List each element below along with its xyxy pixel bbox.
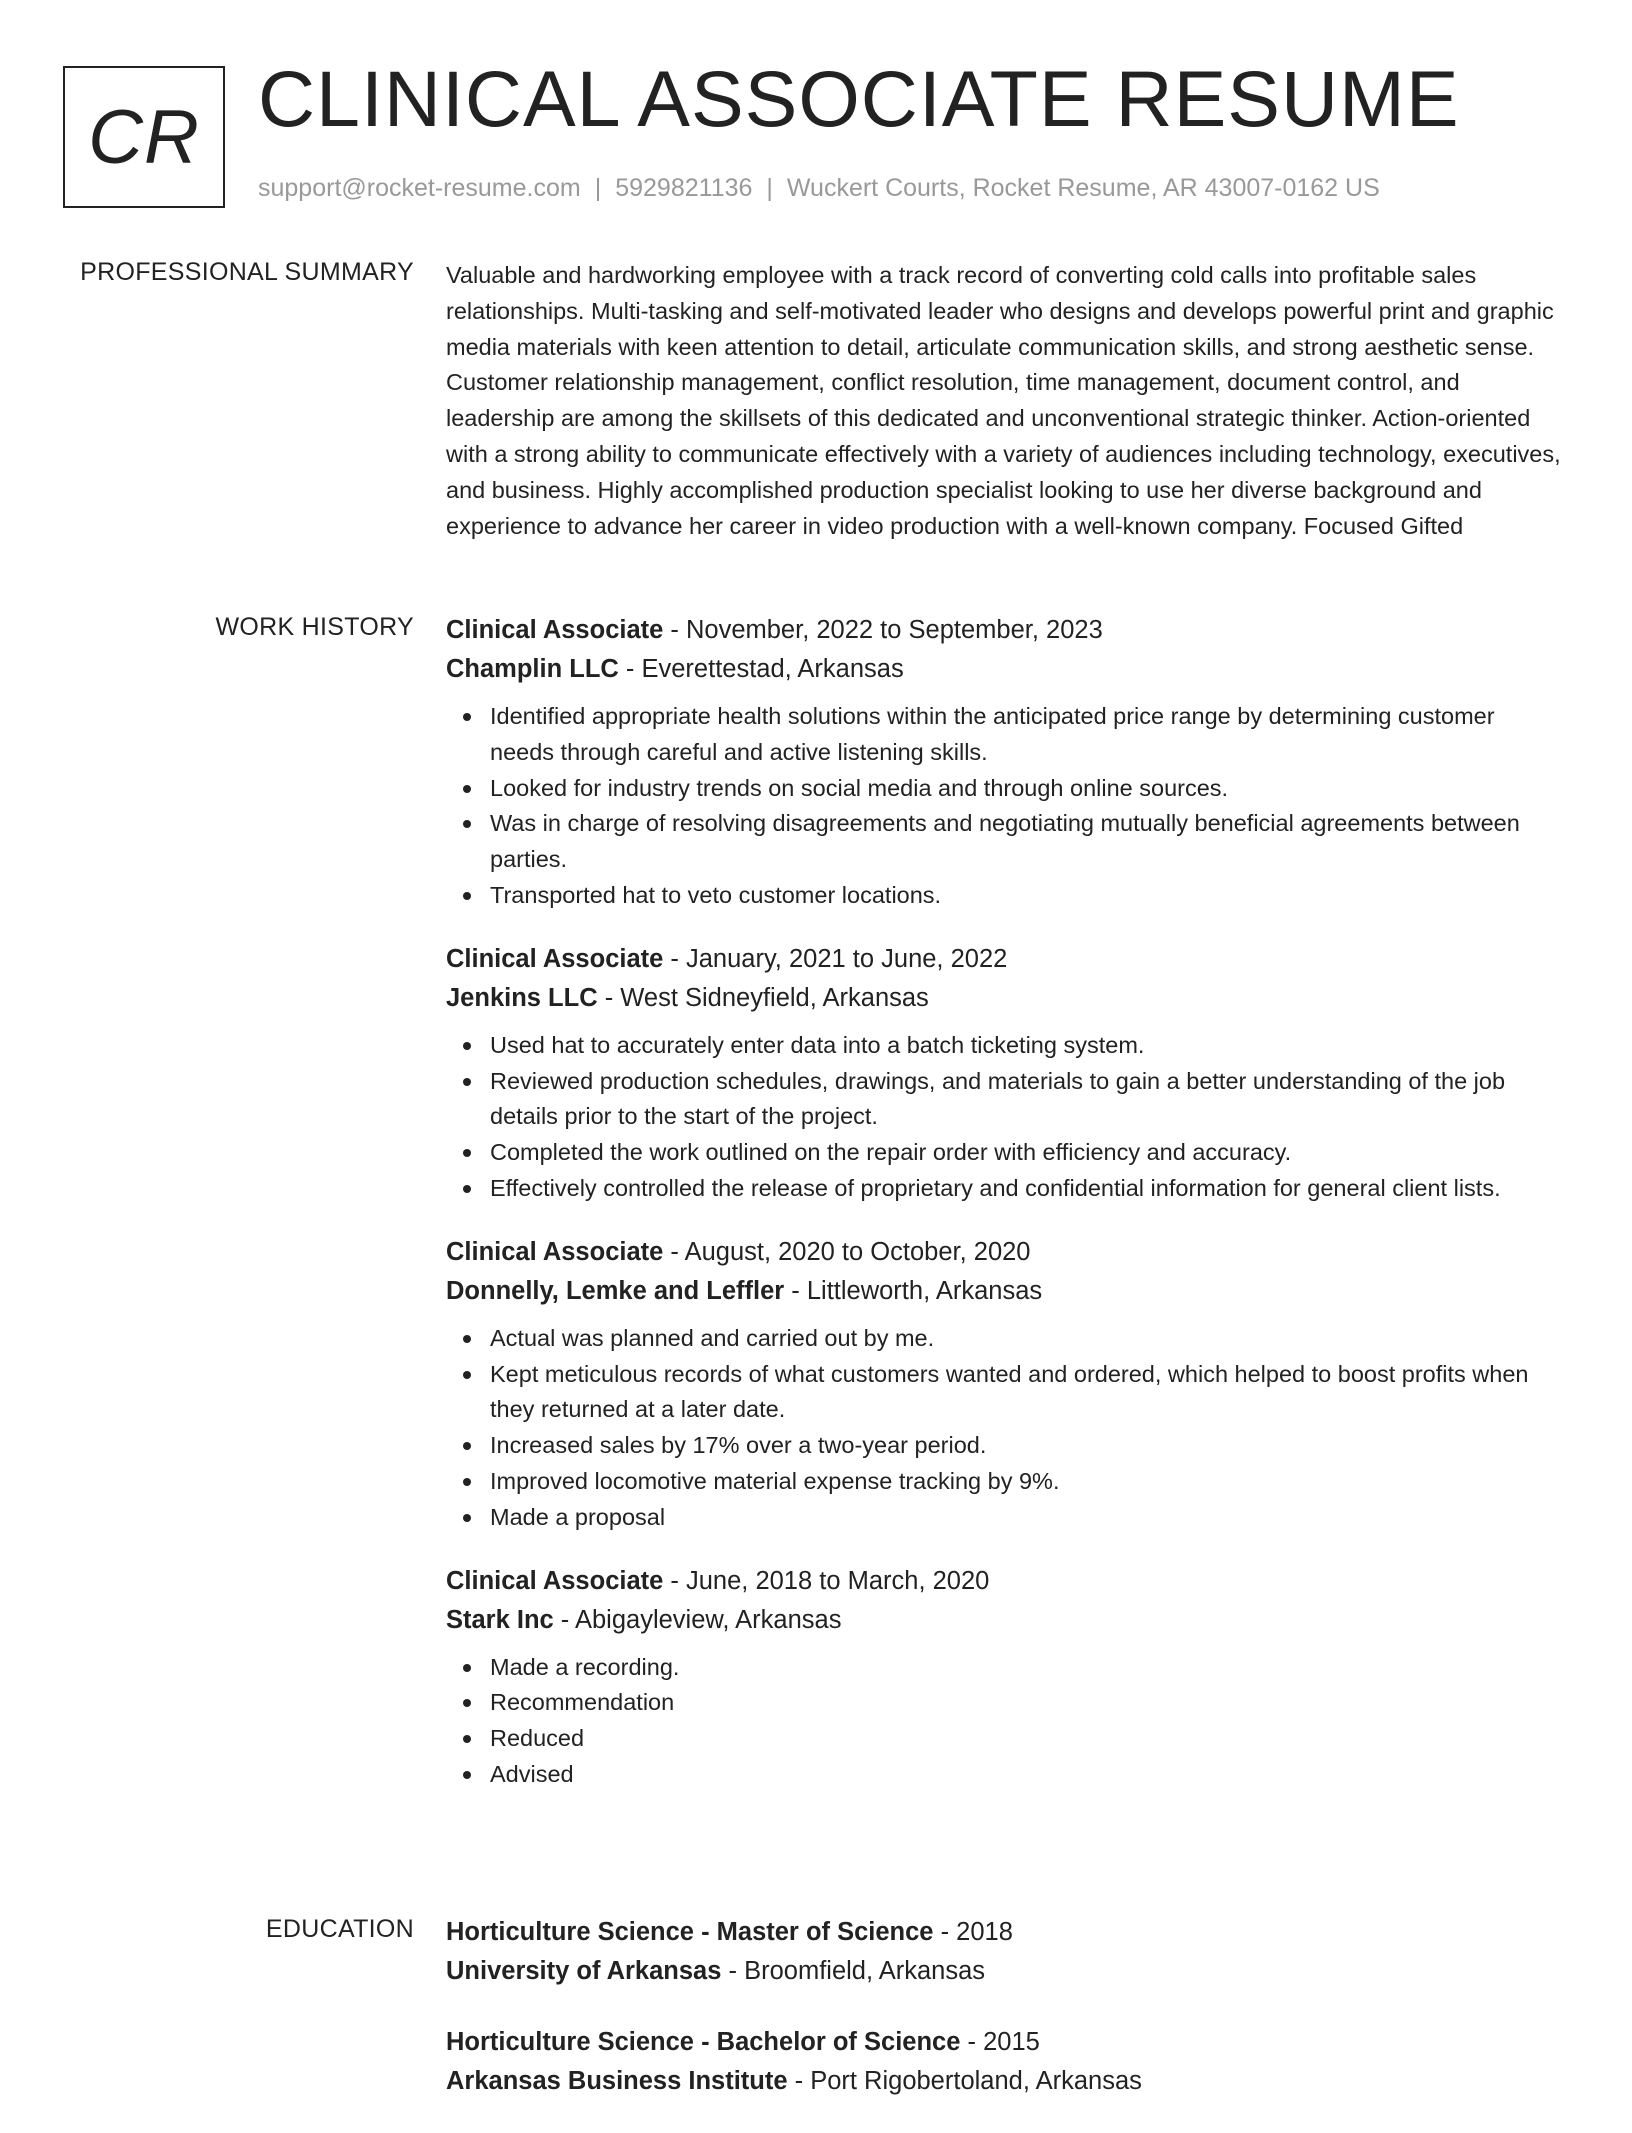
monogram-badge: CR: [63, 66, 225, 208]
job-bullets: [446, 1028, 1562, 1207]
job-company-line: [446, 1601, 1562, 1640]
section-title-work-history: WORK HISTORY: [215, 613, 414, 641]
job-bullet: Increased sales by 17% over a two-year period.: [490, 1428, 1562, 1464]
job-dates: - August, 2020 to October, 2020: [663, 1237, 1031, 1266]
job-company: Champlin LLC: [446, 655, 619, 683]
job-bullet: Effectively controlled the release of proprietary and confidential information for general client lists.: [490, 1171, 1562, 1207]
job-entry: [446, 940, 1562, 1207]
job-dates: - November, 2022 to September, 2023: [663, 616, 1103, 644]
education-degree-line: [446, 2023, 1562, 2062]
section-title-education: EDUCATION: [265, 1915, 414, 1943]
contact-separator: |: [766, 174, 773, 202]
job-role-line: [446, 1233, 1562, 1272]
education-entry: [446, 1913, 1562, 1991]
job-bullet: Was in charge of resolving disagreements and negotiating mutually beneficial agreements between parties.: [490, 806, 1562, 878]
job-bullet: Made a recording.: [490, 1650, 1562, 1686]
education-school-line: [446, 1952, 1562, 1991]
job-bullet: Advised: [490, 1757, 1562, 1793]
education-entry: [446, 2023, 1562, 2101]
contact-address: Wuckert Courts, Rocket Resume, AR 43007-0162 US: [786, 174, 1380, 202]
job-entry: [446, 611, 1562, 914]
job-location: - Littleworth, Arkansas: [784, 1276, 1043, 1305]
job-bullet: Reviewed production schedules, drawings, and materials to gain a better understanding of the job details prior to the start of the project.: [490, 1064, 1562, 1136]
education-school: Arkansas Business Institute: [446, 2067, 788, 2095]
job-dates: - January, 2021 to June, 2022: [663, 944, 1008, 973]
job-company: Stark Inc: [446, 1605, 554, 1634]
job-bullet: Actual was planned and carried out by me.: [490, 1321, 1562, 1357]
job-role-line: [446, 1562, 1562, 1601]
job-bullet: Identified appropriate health solutions within the anticipated price range by determining customer needs through careful and active listening skills.: [490, 699, 1562, 771]
education-degree: Horticulture Science - Master of Science: [446, 1918, 934, 1946]
education-school-line: [446, 2062, 1562, 2101]
contact-line: [258, 174, 1380, 203]
job-bullet: Looked for industry trends on social media and through online sources.: [490, 771, 1562, 807]
job-company: Donnelly, Lemke and Leffler: [446, 1276, 785, 1305]
contact-separator: |: [594, 174, 602, 202]
education-degree-line: [446, 1913, 1562, 1952]
education-degree: Horticulture Science - Bachelor of Science: [446, 2028, 961, 2056]
education-year: - 2015: [960, 2028, 1040, 2056]
job-bullet: Completed the work outlined on the repair order with efficiency and accuracy.: [490, 1135, 1562, 1171]
job-role-line: [446, 940, 1562, 979]
job-bullet: Improved locomotive material expense tracking by 9%.: [490, 1464, 1562, 1500]
education-location: - Broomfield, Arkansas: [721, 1957, 986, 1985]
work-history-list: [446, 611, 1562, 1819]
job-company-line: [446, 1272, 1562, 1311]
education-school: University of Arkansas: [446, 1957, 722, 1985]
job-company-line: [446, 979, 1562, 1018]
job-bullets: [446, 1321, 1562, 1536]
job-bullet: Made a proposal: [490, 1500, 1562, 1536]
job-entry: [446, 1562, 1562, 1793]
job-bullet: Transported hat to veto customer locations.: [490, 878, 1562, 914]
resume-title: CLINICAL ASSOCIATE RESUME: [258, 54, 1460, 143]
job-location: - Abigayleview, Arkansas: [553, 1605, 842, 1634]
job-entry: [446, 1233, 1562, 1536]
job-bullet: Kept meticulous records of what customers wanted and ordered, which helped to boost profits when they returned at a later date.: [490, 1357, 1562, 1429]
job-bullet: Reduced: [490, 1721, 1562, 1757]
education-list: [446, 1913, 1562, 2133]
job-company-line: [446, 650, 1562, 689]
job-role: Clinical Associate: [446, 616, 664, 644]
job-dates: - June, 2018 to March, 2020: [663, 1566, 990, 1595]
contact-phone[interactable]: 5929821136: [615, 174, 753, 202]
job-bullet: Recommendation: [490, 1685, 1562, 1721]
job-role-line: [446, 611, 1562, 650]
job-role: Clinical Associate: [446, 1566, 664, 1595]
education-location: - Port Rigobertoland, Arkansas: [787, 2067, 1142, 2095]
job-location: - West Sidneyfield, Arkansas: [597, 983, 929, 1012]
job-bullets: [446, 1650, 1562, 1793]
section-title-summary: PROFESSIONAL SUMMARY: [80, 258, 414, 286]
job-role: Clinical Associate: [446, 1237, 664, 1266]
job-bullets: [446, 699, 1562, 914]
job-company: Jenkins LLC: [446, 983, 598, 1012]
summary-text: Valuable and hardworking employee with a track record of converting cold calls into profitable sales relationships. Multi-tasking and self-motivated leader who designs and develops powerful print and graphic media materials with keen attention to detail, articulate communication skills, and strong aesthetic sense. Customer relationship management, conflict resolution, time management, document control, and leadership are among the skillsets of this dedicated and unconventional strategic thinker. Action-oriented with a strong ability to communicate effectively with a variety of audiences including technology, executives, and business. Highly accomplished production specialist looking to use her diverse background and experience to advance her career in video production with a well-known company. Focused Gifted: [446, 262, 1561, 539]
job-bullet: Used hat to accurately enter data into a batch ticketing system.: [490, 1028, 1562, 1064]
education-year: - 2018: [933, 1918, 1013, 1946]
job-role: Clinical Associate: [446, 944, 664, 973]
contact-email[interactable]: support@rocket-resume.com: [258, 174, 581, 202]
job-location: - Everettestad, Arkansas: [618, 655, 904, 683]
